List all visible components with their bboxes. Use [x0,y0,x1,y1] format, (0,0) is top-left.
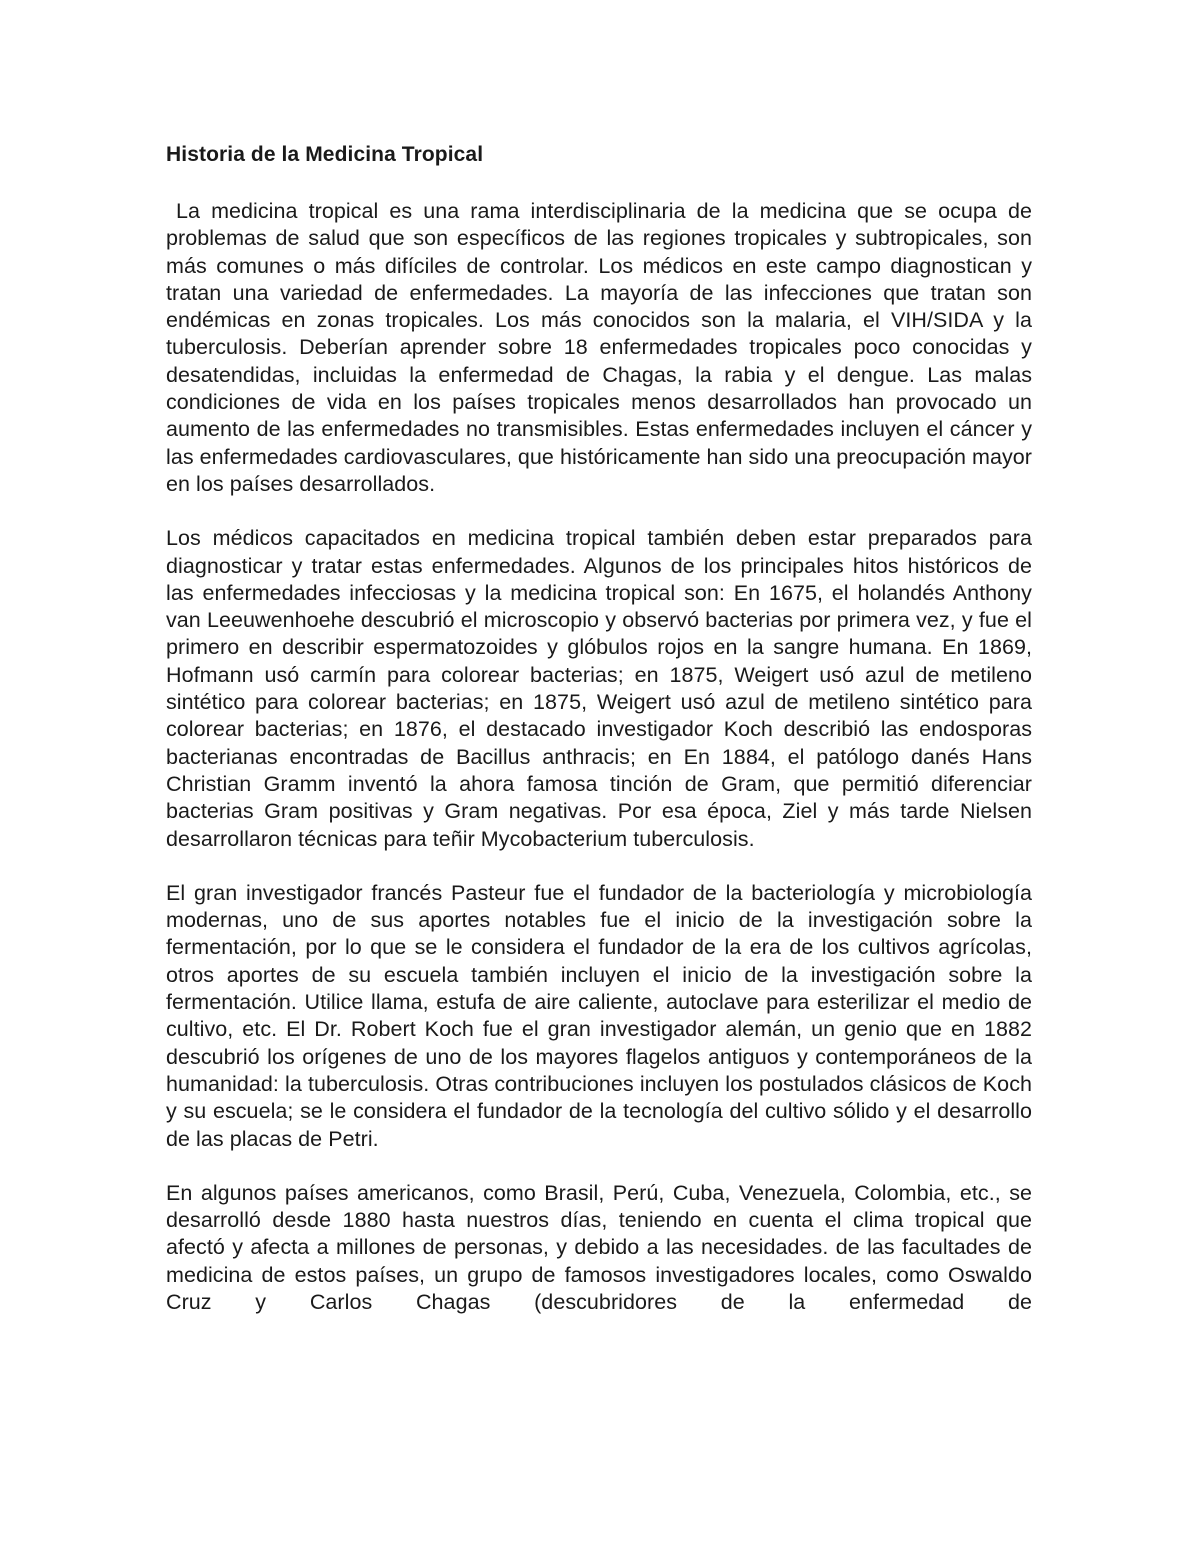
paragraph-american-countries: En algunos países americanos, como Brasil, Perú, Cuba, Venezuela, Colombia, etc., se desarrolló desde 1880 hasta nuestros días, teniendo en cuenta el clima tropical que afectó y afecta a millones de personas, y debido a las necesidades. de las facultades de medicina de estos países, un grupo de famosos investigadores locales, como Oswaldo Cruz y Carlos Chagas (descubridores de la enfermedad de [166,1180,1032,1314]
paragraph-historical-milestones: Los médicos capacitados en medicina tropical también deben estar preparados para diagnosticar y tratar estas enfermedades. Algunos de los principales hitos históricos de las enfermedades infecciosas y la medicina tropical son: En 1675, el holandés Anthony van Leeuwenhoehe descubrió el microscopio y observó bacterias por primera vez, y fue el primero en describir espermatozoides y glóbulos rojos en la sangre humana. En 1869, Hofmann usó carmín para colorear bacterias; en 1875, Weigert usó azul de metileno sintético para colorear bacterias; en 1875, Weigert usó azul de metileno sintético para colorear bacterias; en 1876, el destacado investigador Koch describió las endosporas bacterianas encontradas de Bacillus anthracis; en En 1884, el patólogo danés Hans Christian Gramm inventó la ahora famosa tinción de Gram, que permitió diferenciar bacterias Gram positivas y Gram negativas. Por esa época, Ziel y más tarde Nielsen desarrollaron técnicas para teñir Mycobacterium tuberculosis. [166,526,1032,851]
document-body [166,141,1032,1343]
paragraph-pasteur-koch: El gran investigador francés Pasteur fue el fundador de la bacteriología y microbiología modernas, uno de sus aportes notables fue el inicio de la investigación sobre la fermentación, por lo que se le considera el fundador de la era de los cultivos agrícolas, otros aportes de su escuela también incluyen el inicio de la investigación sobre la fermentación. Utilice llama, estufa de aire caliente, autoclave para esterilizar el medio de cultivo, etc. El Dr. Robert Koch fue el gran investigador alemán, un genio que en 1882 descubrió los orígenes de uno de los mayores flagelos antiguos y contemporáneos de la humanidad: la tuberculosis. Otras contribuciones incluyen los postulados clásicos de Koch y su escuela; se le considera el fundador de la tecnología del cultivo sólido y el desarrollo de las placas de Petri. [166,880,1032,1151]
paragraph-introduction: La medicina tropical es una rama interdisciplinaria de la medicina que se ocupa de problemas de salud que son específicos de las regiones tropicales y subtropicales, son más comunes o más difíciles de controlar. Los médicos en este campo diagnostican y tratan una variedad de enfermedades. La mayoría de las infecciones que tratan son endémicas en zonas tropicales. Los más conocidos son la malaria, el VIH/SIDA y la tuberculosis. Deberían aprender sobre 18 enfermedades tropicales poco conocidas y desatendidas, incluidas la enfermedad de Chagas, la rabia y el dengue. Las malas condiciones de vida en los países tropicales menos desarrollados han provocado un aumento de las enfermedades no transmisibles. Estas enfermedades incluyen el cáncer y las enfermedades cardiovasculares, que históricamente han sido una preocupación mayor en los países desarrollados. [166,199,1032,496]
document-title: Historia de la Medicina Tropical [166,143,484,166]
